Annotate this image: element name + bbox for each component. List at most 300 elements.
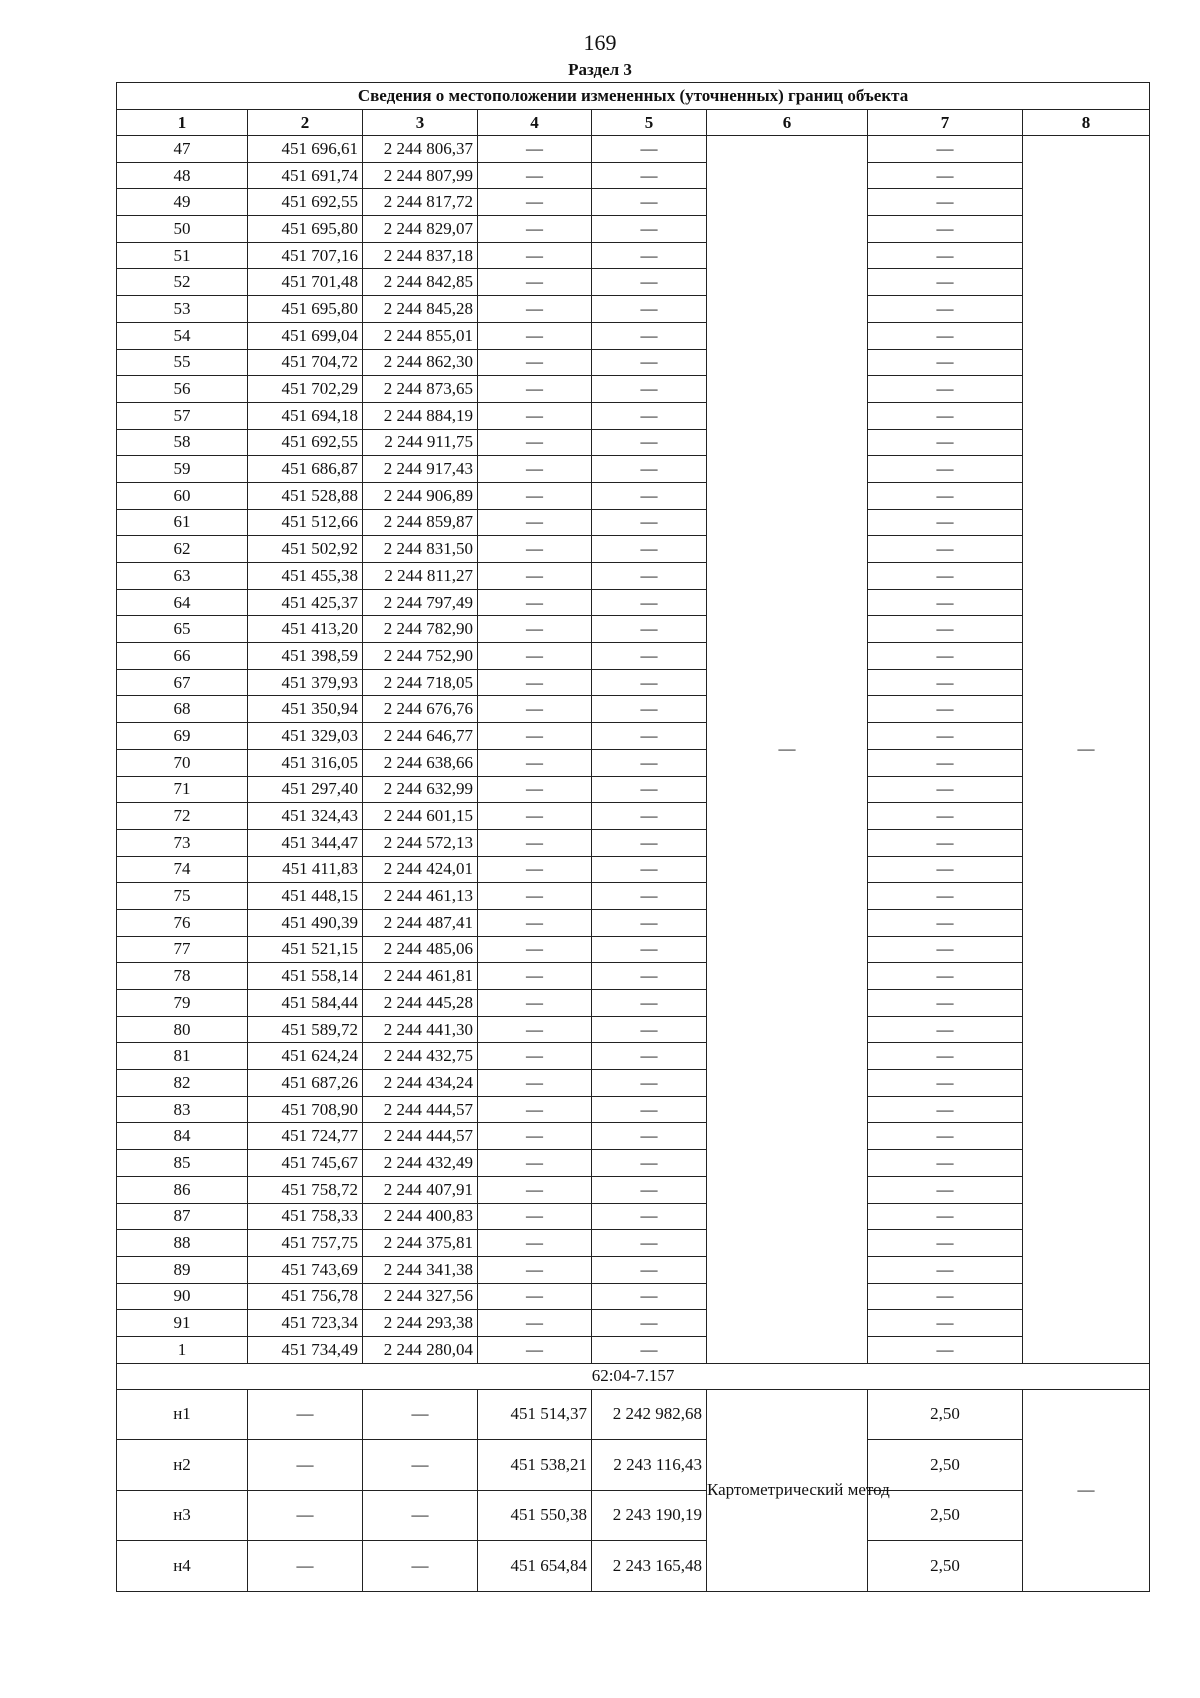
accuracy-cell: — [868, 909, 1023, 936]
table-row [117, 536, 1150, 563]
coordinate-x: 451 584,44 [248, 990, 363, 1017]
accuracy-cell: — [868, 1203, 1023, 1230]
accuracy-cell: — [868, 1096, 1023, 1123]
coordinate-y: 2 244 638,66 [363, 749, 478, 776]
coordinate-x-new: — [478, 883, 592, 910]
coordinate-y: 2 244 444,57 [363, 1096, 478, 1123]
coordinate-y-new: 2 243 165,48 [592, 1541, 707, 1592]
coordinate-x: 451 589,72 [248, 1016, 363, 1043]
coordinate-x: 451 344,47 [248, 829, 363, 856]
point-number: 47 [117, 136, 248, 163]
table-row [117, 1490, 1150, 1541]
accuracy-cell: — [868, 296, 1023, 323]
coordinate-y: 2 244 884,19 [363, 402, 478, 429]
accuracy-cell: — [868, 1256, 1023, 1283]
coordinate-y-new: — [592, 1150, 707, 1177]
coordinate-y-new: — [592, 990, 707, 1017]
coordinate-y: 2 244 845,28 [363, 296, 478, 323]
coordinate-y-new: — [592, 1256, 707, 1283]
point-number: 65 [117, 616, 248, 643]
coordinate-y: 2 244 375,81 [363, 1230, 478, 1257]
coordinate-y-new: — [592, 589, 707, 616]
accuracy-cell: 2,50 [868, 1440, 1023, 1491]
accuracy-cell: — [868, 669, 1023, 696]
accuracy-cell: — [868, 1070, 1023, 1097]
point-number: 87 [117, 1203, 248, 1230]
coordinate-y-new: — [592, 616, 707, 643]
accuracy-cell: — [868, 696, 1023, 723]
accuracy-cell: — [868, 856, 1023, 883]
point-number: 74 [117, 856, 248, 883]
coordinate-y: 2 244 461,81 [363, 963, 478, 990]
coordinate-y: 2 244 400,83 [363, 1203, 478, 1230]
table-row [117, 856, 1150, 883]
coordinate-y: 2 244 601,15 [363, 803, 478, 830]
table-row [117, 1389, 1150, 1440]
coordinate-y-new: — [592, 936, 707, 963]
coordinate-x-new: 451 654,84 [478, 1541, 592, 1592]
coordinate-y: 2 244 829,07 [363, 216, 478, 243]
coordinate-x: 451 692,55 [248, 429, 363, 456]
accuracy-cell: — [868, 963, 1023, 990]
table-row [117, 990, 1150, 1017]
point-number: 91 [117, 1310, 248, 1337]
coordinate-y: — [363, 1541, 478, 1592]
coordinate-x-new: — [478, 1283, 592, 1310]
coordinate-y: 2 244 811,27 [363, 563, 478, 590]
coordinate-x-new: — [478, 1176, 592, 1203]
coordinate-y-new: — [592, 1176, 707, 1203]
coordinate-y: 2 244 327,56 [363, 1283, 478, 1310]
coordinate-y-new: — [592, 669, 707, 696]
coordinate-y-new: 2 243 116,43 [592, 1440, 707, 1491]
point-number: 90 [117, 1283, 248, 1310]
table-row [117, 696, 1150, 723]
coordinate-x-new: — [478, 643, 592, 670]
point-number: 66 [117, 643, 248, 670]
coordinate-y-new: — [592, 1123, 707, 1150]
coordinate-y-new: — [592, 1230, 707, 1257]
coordinate-y: 2 244 797,49 [363, 589, 478, 616]
accuracy-cell: — [868, 1123, 1023, 1150]
coordinate-y-new: — [592, 1336, 707, 1363]
coordinate-x-new: — [478, 990, 592, 1017]
table-row [117, 322, 1150, 349]
table-row [117, 616, 1150, 643]
coordinate-y: 2 244 911,75 [363, 429, 478, 456]
column-header-4: 4 [478, 110, 592, 136]
table-caption: Сведения о местоположении измененных (уточненных) границ объекта [117, 83, 1150, 110]
coordinate-y-new: — [592, 1070, 707, 1097]
coordinate-x: 451 695,80 [248, 216, 363, 243]
table-row [117, 963, 1150, 990]
coordinate-x-new: — [478, 1123, 592, 1150]
coordinate-y: 2 244 407,91 [363, 1176, 478, 1203]
coordinate-x-new: — [478, 216, 592, 243]
column-header-row [117, 110, 1150, 136]
point-number: 73 [117, 829, 248, 856]
coordinate-x-new: — [478, 402, 592, 429]
coordinate-x-new: — [478, 456, 592, 483]
accuracy-cell: — [868, 1310, 1023, 1337]
coordinate-x: 451 528,88 [248, 482, 363, 509]
coordinate-x: 451 512,66 [248, 509, 363, 536]
coordinate-x: 451 411,83 [248, 856, 363, 883]
accuracy-cell: — [868, 1336, 1023, 1363]
coordinate-x-new: — [478, 963, 592, 990]
coordinate-x: 451 692,55 [248, 189, 363, 216]
coordinate-y: 2 244 873,65 [363, 376, 478, 403]
point-number: 83 [117, 1096, 248, 1123]
accuracy-cell: — [868, 1150, 1023, 1177]
accuracy-cell: — [868, 749, 1023, 776]
point-number: 67 [117, 669, 248, 696]
table-row [117, 1440, 1150, 1491]
point-number: 50 [117, 216, 248, 243]
table-row [117, 803, 1150, 830]
accuracy-cell: — [868, 1016, 1023, 1043]
table-row [117, 376, 1150, 403]
coordinate-x-new: — [478, 936, 592, 963]
coordinate-y: 2 244 632,99 [363, 776, 478, 803]
point-number: 86 [117, 1176, 248, 1203]
coordinate-y-new: — [592, 749, 707, 776]
coordinate-x-new: — [478, 269, 592, 296]
coordinate-x-new: — [478, 1150, 592, 1177]
point-number: 56 [117, 376, 248, 403]
coordinate-x-new: — [478, 563, 592, 590]
coordinate-y-new: — [592, 402, 707, 429]
coordinate-x: 451 686,87 [248, 456, 363, 483]
coordinate-y: 2 244 434,24 [363, 1070, 478, 1097]
accuracy-cell: — [868, 1283, 1023, 1310]
table-row [117, 216, 1150, 243]
table-row [117, 643, 1150, 670]
point-number: 79 [117, 990, 248, 1017]
accuracy-cell: — [868, 1230, 1023, 1257]
table-row [117, 402, 1150, 429]
point-number: 78 [117, 963, 248, 990]
coordinate-x: 451 297,40 [248, 776, 363, 803]
accuracy-cell: — [868, 402, 1023, 429]
column-header-5: 5 [592, 110, 707, 136]
accuracy-cell: — [868, 589, 1023, 616]
method-cell: — [707, 136, 868, 1364]
coordinate-y: 2 244 461,13 [363, 883, 478, 910]
coordinate-y: 2 244 646,77 [363, 723, 478, 750]
point-number: 60 [117, 482, 248, 509]
point-number: 70 [117, 749, 248, 776]
coordinate-x: 451 329,03 [248, 723, 363, 750]
coordinate-y: 2 244 441,30 [363, 1016, 478, 1043]
coordinate-x: 451 624,24 [248, 1043, 363, 1070]
point-number: 51 [117, 242, 248, 269]
coordinate-x-new: — [478, 829, 592, 856]
accuracy-cell: — [868, 189, 1023, 216]
point-number: 69 [117, 723, 248, 750]
page-number: 169 [583, 30, 617, 55]
coordinate-x-new: — [478, 536, 592, 563]
coordinate-x: 451 704,72 [248, 349, 363, 376]
point-number: 62 [117, 536, 248, 563]
coordinate-x-new: — [478, 696, 592, 723]
coordinate-x: 451 707,16 [248, 242, 363, 269]
coordinate-y: 2 244 906,89 [363, 482, 478, 509]
coordinate-y-new: — [592, 563, 707, 590]
coordinate-y-new: — [592, 1096, 707, 1123]
point-number: 72 [117, 803, 248, 830]
accuracy-cell: — [868, 349, 1023, 376]
point-number: 55 [117, 349, 248, 376]
description-cell: — [1023, 1389, 1150, 1591]
coordinate-y: 2 244 487,41 [363, 909, 478, 936]
coordinate-x-new: — [478, 349, 592, 376]
point-number: 58 [117, 429, 248, 456]
coordinate-y: 2 244 752,90 [363, 643, 478, 670]
coordinate-y: 2 244 444,57 [363, 1123, 478, 1150]
accuracy-cell: — [868, 162, 1023, 189]
coordinate-x-new: — [478, 669, 592, 696]
accuracy-cell: — [868, 456, 1023, 483]
coordinate-x-new: — [478, 1256, 592, 1283]
coordinate-y-new: — [592, 909, 707, 936]
coordinate-x: 451 521,15 [248, 936, 363, 963]
coordinate-x-new: — [478, 1310, 592, 1337]
coordinate-x: 451 558,14 [248, 963, 363, 990]
point-number: 68 [117, 696, 248, 723]
accuracy-cell: — [868, 322, 1023, 349]
point-number: н3 [117, 1490, 248, 1541]
coordinate-x: — [248, 1541, 363, 1592]
column-header-2: 2 [248, 110, 363, 136]
coordinate-y: 2 244 782,90 [363, 616, 478, 643]
coordinate-x: 451 757,75 [248, 1230, 363, 1257]
coordinate-y: — [363, 1490, 478, 1541]
coordinate-x-new: — [478, 1070, 592, 1097]
table-row [117, 509, 1150, 536]
coordinate-y: 2 244 485,06 [363, 936, 478, 963]
column-header-3: 3 [363, 110, 478, 136]
coordinate-y-new: 2 243 190,19 [592, 1490, 707, 1541]
coordinate-x: 451 490,39 [248, 909, 363, 936]
coordinate-x: 451 687,26 [248, 1070, 363, 1097]
table-row [117, 456, 1150, 483]
coordinate-x: 451 448,15 [248, 883, 363, 910]
coordinate-x-new: — [478, 1203, 592, 1230]
table-row [117, 296, 1150, 323]
coordinate-x-new: — [478, 429, 592, 456]
coordinate-x-new: — [478, 616, 592, 643]
point-number: 49 [117, 189, 248, 216]
coordinate-x: 451 734,49 [248, 1336, 363, 1363]
coordinate-x-new: — [478, 189, 592, 216]
coordinate-y-new: — [592, 1043, 707, 1070]
coordinate-x-new: — [478, 776, 592, 803]
coordinate-x: 451 756,78 [248, 1283, 363, 1310]
coordinate-x-new: — [478, 376, 592, 403]
accuracy-cell: — [868, 643, 1023, 670]
accuracy-cell: — [868, 509, 1023, 536]
coordinate-y-new: — [592, 1283, 707, 1310]
coordinate-y-new: — [592, 482, 707, 509]
coordinate-x-new: 451 550,38 [478, 1490, 592, 1541]
coordinate-y: 2 244 432,49 [363, 1150, 478, 1177]
coordinate-y: — [363, 1389, 478, 1440]
coordinate-y: 2 244 432,75 [363, 1043, 478, 1070]
coordinate-y-new: — [592, 856, 707, 883]
table-row [117, 1016, 1150, 1043]
coordinate-y-new: — [592, 136, 707, 163]
point-number: н1 [117, 1389, 248, 1440]
point-number: н2 [117, 1440, 248, 1491]
point-number: 54 [117, 322, 248, 349]
coordinate-y: 2 244 859,87 [363, 509, 478, 536]
coordinate-y-new: — [592, 296, 707, 323]
accuracy-cell: — [868, 482, 1023, 509]
point-number: 77 [117, 936, 248, 963]
coordinate-x-new: — [478, 909, 592, 936]
coordinate-x-new: — [478, 162, 592, 189]
table-row [117, 1123, 1150, 1150]
coordinate-y-new: — [592, 643, 707, 670]
coordinate-x: 451 708,90 [248, 1096, 363, 1123]
coordinate-y: 2 244 831,50 [363, 536, 478, 563]
coordinate-x: 451 702,29 [248, 376, 363, 403]
accuracy-cell: — [868, 776, 1023, 803]
coordinate-x-new: — [478, 1096, 592, 1123]
coordinate-x-new: — [478, 482, 592, 509]
accuracy-cell: — [868, 429, 1023, 456]
point-number: 63 [117, 563, 248, 590]
coordinate-x: 451 502,92 [248, 536, 363, 563]
coordinate-y: 2 244 676,76 [363, 696, 478, 723]
coordinate-y-new: — [592, 322, 707, 349]
coordinate-y: 2 244 842,85 [363, 269, 478, 296]
coordinate-x-new: — [478, 1336, 592, 1363]
point-number: н4 [117, 1541, 248, 1592]
coordinate-x-new: — [478, 803, 592, 830]
point-number: 64 [117, 589, 248, 616]
coordinate-x: — [248, 1490, 363, 1541]
coordinate-x-new: — [478, 589, 592, 616]
coordinate-x: 451 398,59 [248, 643, 363, 670]
coordinate-y: 2 244 837,18 [363, 242, 478, 269]
column-header-8: 8 [1023, 110, 1150, 136]
coordinate-x: 451 324,43 [248, 803, 363, 830]
point-number: 52 [117, 269, 248, 296]
table-row [117, 349, 1150, 376]
accuracy-cell: — [868, 990, 1023, 1017]
point-number: 48 [117, 162, 248, 189]
coordinate-x: 451 724,77 [248, 1123, 363, 1150]
accuracy-cell: — [868, 1176, 1023, 1203]
coordinate-x: 451 350,94 [248, 696, 363, 723]
coordinate-x-new: — [478, 136, 592, 163]
coordinate-y-new: — [592, 349, 707, 376]
coordinate-x-new: — [478, 1016, 592, 1043]
coordinate-x-new: — [478, 749, 592, 776]
point-number: 80 [117, 1016, 248, 1043]
coordinate-x: 451 425,37 [248, 589, 363, 616]
column-header-1: 1 [117, 110, 248, 136]
table-row [117, 1096, 1150, 1123]
coordinate-y: 2 244 817,72 [363, 189, 478, 216]
table-row [117, 883, 1150, 910]
coordinate-y: 2 244 280,04 [363, 1336, 478, 1363]
accuracy-cell: — [868, 376, 1023, 403]
coordinate-x: 451 699,04 [248, 322, 363, 349]
coordinate-x: 451 743,69 [248, 1256, 363, 1283]
table-row [117, 829, 1150, 856]
point-number: 53 [117, 296, 248, 323]
accuracy-cell: — [868, 829, 1023, 856]
table-row [117, 563, 1150, 590]
coordinate-x: 451 723,34 [248, 1310, 363, 1337]
table-row [117, 1283, 1150, 1310]
coordinate-y: 2 244 862,30 [363, 349, 478, 376]
accuracy-cell: — [868, 936, 1023, 963]
coordinate-y-new: — [592, 803, 707, 830]
coordinate-x-new: — [478, 322, 592, 349]
table-row [117, 429, 1150, 456]
coordinate-x-new: 451 514,37 [478, 1389, 592, 1440]
accuracy-cell: — [868, 1043, 1023, 1070]
coordinate-y-new: — [592, 242, 707, 269]
coordinate-x: 451 745,67 [248, 1150, 363, 1177]
description-cell: — [1023, 136, 1150, 1364]
method-cell: Картометрический метод [707, 1389, 868, 1591]
table-row [117, 723, 1150, 750]
table-row [117, 482, 1150, 509]
column-header-7: 7 [868, 110, 1023, 136]
coordinate-x-new: — [478, 1043, 592, 1070]
coordinate-y-new: 2 242 982,68 [592, 1389, 707, 1440]
accuracy-cell: — [868, 563, 1023, 590]
coordinate-y: 2 244 807,99 [363, 162, 478, 189]
coordinate-x-new: — [478, 242, 592, 269]
coordinate-y-new: — [592, 189, 707, 216]
point-number: 71 [117, 776, 248, 803]
coordinate-x: 451 758,33 [248, 1203, 363, 1230]
point-number: 57 [117, 402, 248, 429]
point-number: 85 [117, 1150, 248, 1177]
point-number: 75 [117, 883, 248, 910]
table-row [117, 589, 1150, 616]
coordinate-x: — [248, 1389, 363, 1440]
point-number: 82 [117, 1070, 248, 1097]
coordinate-x: 451 701,48 [248, 269, 363, 296]
coordinate-x: 451 413,20 [248, 616, 363, 643]
accuracy-cell: 2,50 [868, 1389, 1023, 1440]
coordinate-x: 451 694,18 [248, 402, 363, 429]
group-row [117, 1363, 1150, 1389]
accuracy-cell: 2,50 [868, 1541, 1023, 1592]
coordinate-x: 451 691,74 [248, 162, 363, 189]
table-row [117, 1336, 1150, 1363]
table-row [117, 1043, 1150, 1070]
coordinate-y-new: — [592, 1203, 707, 1230]
coordinate-y: 2 244 718,05 [363, 669, 478, 696]
table-row [117, 1203, 1150, 1230]
table-row [117, 1310, 1150, 1337]
point-number: 84 [117, 1123, 248, 1150]
coordinate-x: 451 455,38 [248, 563, 363, 590]
table-row [117, 776, 1150, 803]
coordinate-y-new: — [592, 723, 707, 750]
coordinate-x: 451 696,61 [248, 136, 363, 163]
coordinate-y: — [363, 1440, 478, 1491]
coordinate-x-new: — [478, 1230, 592, 1257]
